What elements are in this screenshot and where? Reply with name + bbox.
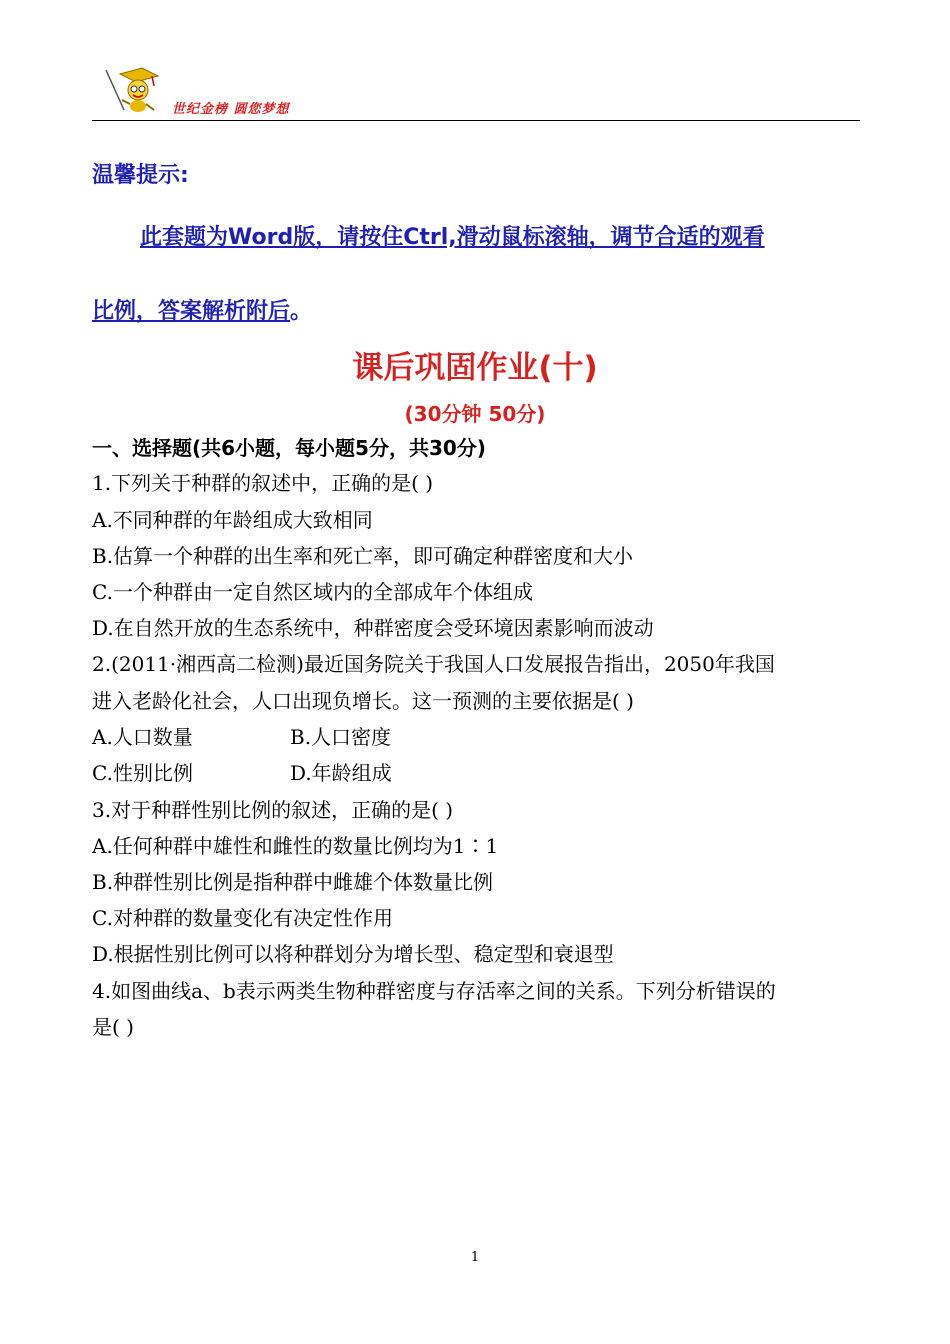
tip-text-line-2 (92, 294, 312, 325)
q1-option-b: B.估算一个种群的出生率和死亡率，即可确定种群密度和大小 (92, 544, 634, 568)
tip-text-underlined: 比例，答案解析附后 (92, 299, 291, 324)
q1-option-c: C.一个种群由一定自然区域内的全部成年个体组成 (92, 580, 533, 604)
page-subtitle: (30分钟 50分) (404, 402, 546, 426)
q3-option-c: C.对种群的数量变化有决定性作用 (92, 906, 393, 930)
q2-option-d: D.年龄组成 (290, 761, 392, 785)
q3-option-d: D.根据性别比例可以将种群划分为增长型、稳定型和衰退型 (92, 942, 614, 966)
graduate-mascot-icon (102, 64, 162, 116)
q3-stem: 3.对于种群性别比例的叙述，正确的是( ) (92, 798, 454, 822)
q2-stem-line-2: 进入老龄化社会，人口出现负增长。这一预测的主要依据是( ) (92, 689, 634, 713)
page-title: 课后巩固作业(十) (352, 350, 598, 386)
q2-option-a: A.人口数量 (92, 725, 193, 749)
header-slogan: 世纪金榜 圆您梦想 (172, 102, 290, 117)
q1-option-d: D.在自然开放的生态系统中，种群密度会受环境因素影响而波动 (92, 616, 654, 640)
q2-stem-line-1: 2.(2011·湘西高二检测)最近国务院关于我国人口发展报告指出，2050年我国 (92, 652, 775, 676)
q1-option-a: A.不同种群的年龄组成大致相同 (92, 508, 373, 532)
page-header (92, 62, 860, 121)
q2-option-c: C.性别比例 (92, 761, 193, 785)
tip-title: 温馨提示: (92, 163, 189, 188)
q3-option-a: A.任何种群中雄性和雌性的数量比例均为1∶1 (92, 834, 499, 858)
q2-option-b: B.人口密度 (290, 725, 392, 749)
q4-stem-line-1: 4.如图曲线a、b表示两类生物种群密度与存活率之间的关系。下列分析错误的 (92, 979, 776, 1003)
q3-option-b: B.种群性别比例是指种群中雌雄个体数量比例 (92, 870, 494, 894)
tip-text-line-1: 此套题为Word版，请按住Ctrl,滑动鼠标滚轴，调节合适的观看 (140, 225, 765, 250)
tip-text-end: 。 (290, 299, 313, 324)
q1-stem: 1.下列关于种群的叙述中，正确的是( ) (92, 471, 434, 495)
page-number: 1 (470, 1250, 480, 1265)
q4-stem-line-2: 是( ) (92, 1015, 134, 1039)
section-heading: 一、选择题(共6小题，每小题5分，共30分) (92, 436, 486, 460)
